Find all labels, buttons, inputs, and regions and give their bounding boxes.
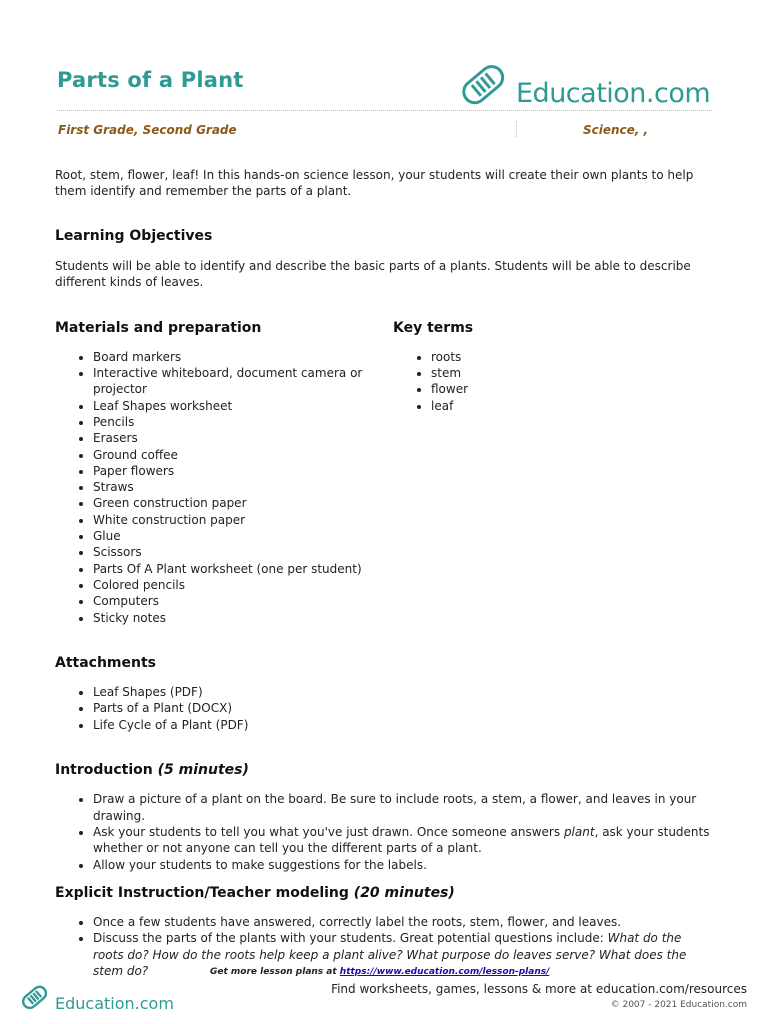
item-emphasis: plant [563,824,595,839]
list-item: • Scissors [93,544,393,560]
list-item: • flower [431,381,693,397]
intro-paragraph: Root, stem, flower, leaf! In this hands-on science lesson, your students will create their own plants to help them identify and remember the parts of a plant. [55,168,694,199]
list-item: • Computers [93,593,393,609]
materials-list [55,349,393,626]
footer-logo-icon [18,980,52,1014]
list-item: • Sticky notes [93,610,393,626]
learning-objectives-heading: Learning Objectives [55,227,213,244]
introduction-duration: (5 minutes) [157,762,249,779]
materials-section [55,320,393,625]
meta-separator [516,121,517,137]
key-terms-heading: Key terms [393,320,474,337]
item-text: Discuss the parts of the plants with your students. Great potential questions include: [93,931,608,946]
list-item: • Pencils [93,414,393,430]
explicit-instruction-heading-text: Explicit Instruction/Teacher modeling [55,884,349,901]
footer-promo [210,967,549,977]
education-logo-text: Education.com [516,78,711,109]
attachment-link[interactable]: • Life Cycle of a Plant (PDF) [93,717,715,733]
list-item: • Erasers [93,430,393,446]
attachments-heading: Attachments [55,654,157,671]
list-item: • Ground coffee [93,447,393,463]
explicit-instruction-heading [55,885,715,901]
item-text: Once a few students have answered, correctly label the roots, stem, flower, and leaves. [93,915,622,930]
list-item: • Straws [93,479,393,495]
list-item: • Interactive whiteboard, document camera or projector [93,365,393,398]
introduction-list [55,791,715,872]
materials-keyterms-columns [55,320,715,625]
explicit-instruction-duration: (20 minutes) [353,884,455,901]
item-text: , ask your students whether or not anyone can tell you the different parts of a plant. [93,824,710,856]
list-item: • Parts Of A Plant worksheet (one per student) [93,561,393,577]
footer-resources-text: Find worksheets, games, lessons & more at education.com/resources [331,982,747,996]
item-text: Ask your students to tell you what you've just drawn. Once someone answers [93,824,564,839]
education-logo[interactable] [455,56,715,112]
item-text: Draw a picture of a plant on the board. Be sure to include roots, a stem, a flower, and leaves in your drawing. [93,792,697,823]
header-divider [57,110,712,111]
item-emphasis: What do the roots do? How do the roots help keep a plant alive? What purpose do leaves serve? What does the stem do? [93,931,687,978]
list-item [93,914,715,930]
list-item: • Green construction paper [93,495,393,511]
key-terms-list [393,349,693,414]
list-item [93,791,715,824]
list-item [93,824,715,857]
attachment-link[interactable]: • Parts of a Plant (DOCX) [93,700,715,716]
learning-objectives-text: Students will be able to identify and describe the basic parts of a plants. Students will be able to describe different kinds of leaves. [55,258,691,290]
lesson-plans-link[interactable]: https://www.education.com/lesson-plans/ [339,967,550,977]
list-item [93,857,715,873]
introduction-heading [55,762,715,778]
key-terms-section [393,320,693,625]
footer-copyright: © 2007 - 2021 Education.com [610,1000,747,1010]
education-logo-icon [455,56,513,112]
materials-heading: Materials and preparation [55,320,262,337]
attachment-link[interactable]: • Leaf Shapes (PDF) [93,684,715,700]
list-item: • Glue [93,528,393,544]
list-item: • roots [431,349,693,365]
list-item: • stem [431,365,693,381]
list-item: • Leaf Shapes worksheet [93,398,393,414]
footer-logo-text: Education.com [55,994,174,1013]
item-text: Allow your students to make suggestions for the labels. [93,857,427,872]
page-title: Parts of a Plant [57,68,244,92]
list-item: • leaf [431,398,693,414]
grade-level: First Grade, Second Grade [58,123,237,137]
footer-promo-text: Get more lesson plans at [210,967,340,977]
lesson-content [55,167,715,979]
attachments-list [55,684,715,733]
list-item: • White construction paper [93,512,393,528]
list-item: • Colored pencils [93,577,393,593]
subject-label: Science, , [583,123,649,137]
list-item: • Board markers [93,349,393,365]
footer-logo[interactable] [18,980,188,1016]
list-item: • Paper flowers [93,463,393,479]
introduction-heading-text: Introduction [55,762,153,779]
